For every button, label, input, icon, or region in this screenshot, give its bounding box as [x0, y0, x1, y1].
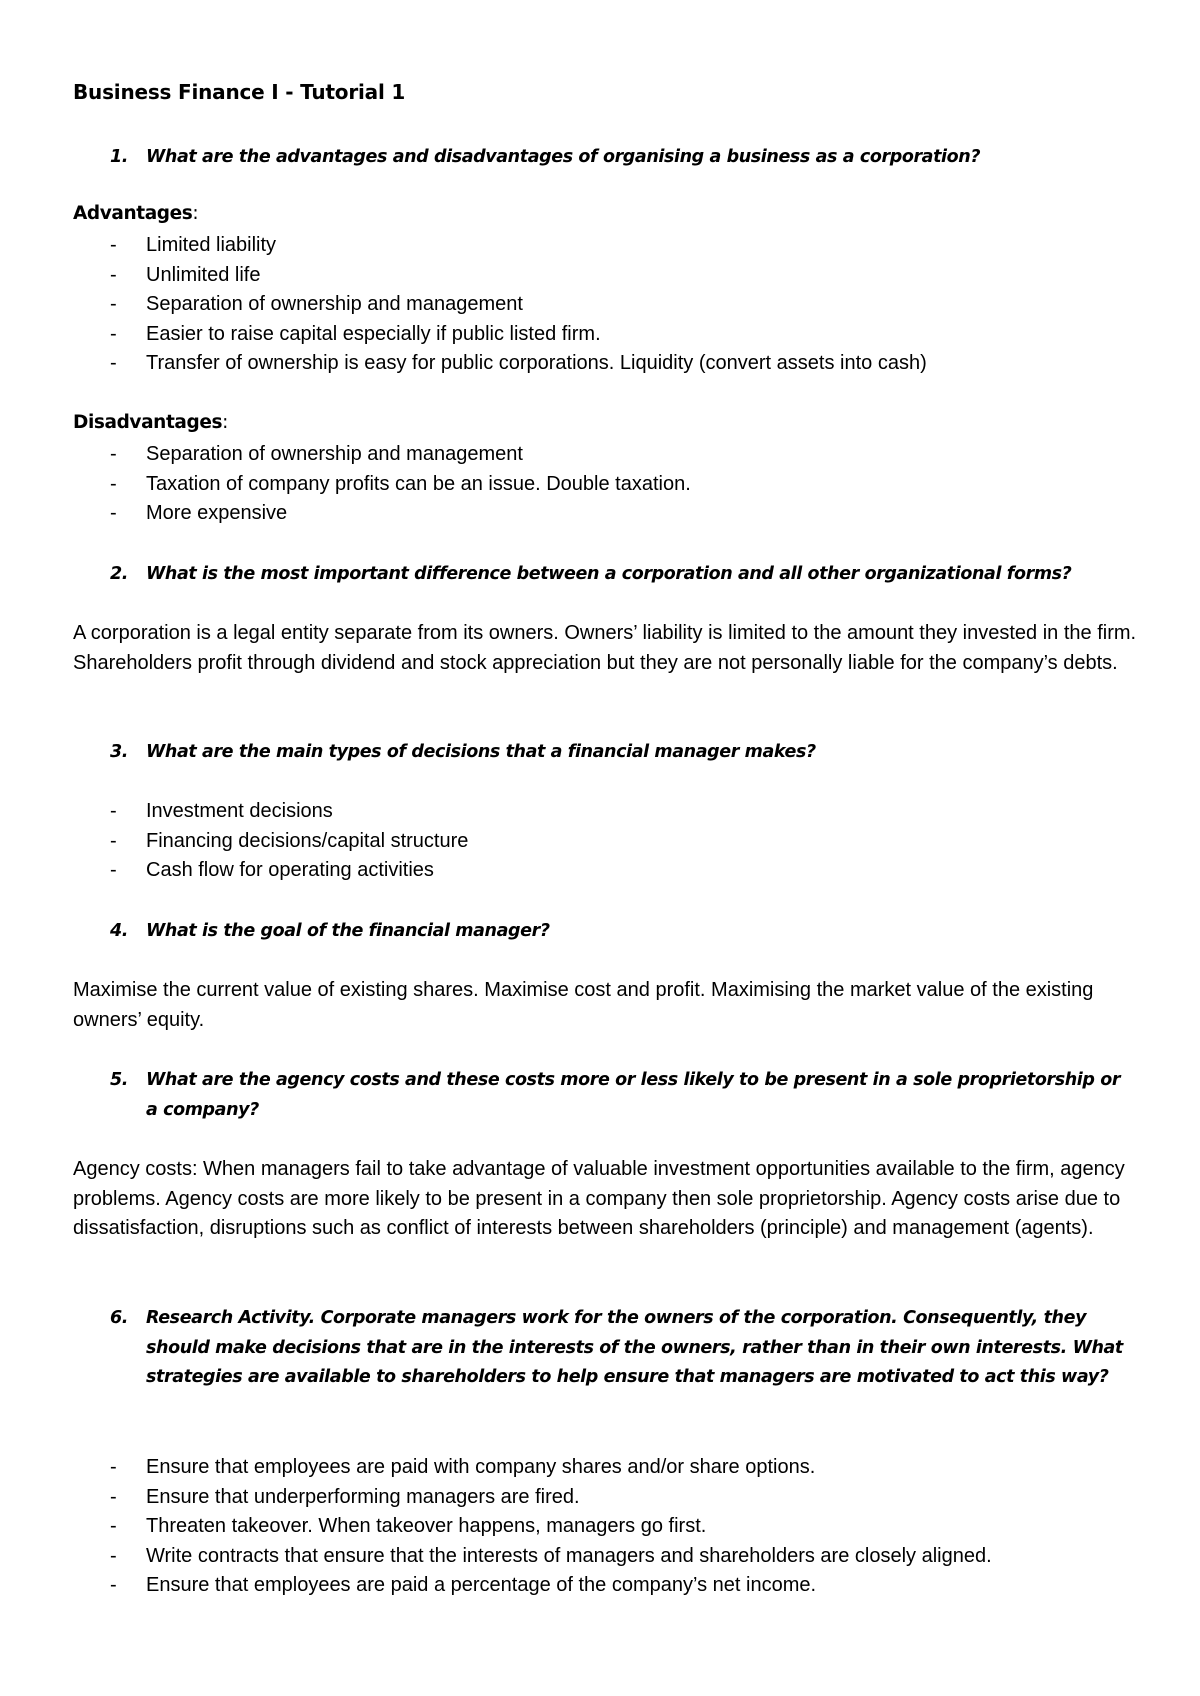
question-6 — [73, 1304, 1133, 1393]
list-item: - Ensure that employees are paid a percentage of the company’s net income. — [110, 1574, 817, 1597]
answer-list — [73, 1453, 1143, 1601]
disadvantages-label: Disadvantages — [73, 412, 223, 433]
advantages-heading: Advantages: — [73, 203, 199, 224]
list-item: - Transfer of ownership is easy for public corporations. Liquidity (convert assets into cash) — [110, 352, 927, 375]
question-5 — [73, 1066, 1133, 1125]
answer-paragraph: Maximise the current value of existing shares. Maximise cost and profit. Maximising the market value of the existing owners’ equity. — [73, 979, 1094, 1031]
disadvantages-heading: Disadvantages: — [73, 412, 228, 433]
list-item: - Easier to raise capital especially if public listed firm. — [110, 322, 601, 345]
list-item: - Taxation of company profits can be an issue. Double taxation. — [110, 472, 691, 495]
question-1 — [73, 143, 1133, 173]
list-item: - Investment decisions — [110, 800, 333, 822]
question-number: 1. — [110, 147, 129, 167]
question-number: 6. — [110, 1308, 129, 1328]
question-number: 2. — [110, 564, 129, 584]
advantages-list — [73, 231, 1143, 379]
question-text: What are the advantages and disadvantages of organising a business as a corporation? — [146, 147, 981, 167]
question-2 — [73, 560, 1133, 590]
question-text: What is the most important difference between a corporation and all other organizational forms? — [146, 564, 1072, 584]
question-3 — [73, 738, 1133, 768]
list-item: - Separation of ownership and management — [110, 443, 523, 465]
question-text: Research Activity. Corporate managers work for the owners of the corporation. Consequently, they should make decisions that are in the interests of the owners, rather than in their own interests. What strategies are available to shareholders to help ensure that managers are motivated to act this way? — [146, 1308, 1123, 1388]
list-item: - More expensive — [110, 502, 288, 525]
answer-paragraph: Agency costs: When managers fail to take advantage of valuable investment opportunities available to the firm, agency problems. Agency costs are more likely to be present in a company then sole proprietorship. Agency costs arise due to dissatisfaction, disruptions such as conflict of interests between shareholders (principle) and management (agents). — [73, 1158, 1125, 1240]
list-item: - Unlimited life — [110, 263, 261, 286]
question-text: What is the goal of the financial manager? — [146, 921, 550, 941]
document-title: Business Finance I - Tutorial 1 — [73, 80, 406, 104]
question-number: 4. — [110, 921, 129, 941]
question-number: 5. — [110, 1070, 129, 1090]
list-item: - Cash flow for operating activities — [110, 859, 434, 882]
list-item: - Separation of ownership and management — [110, 293, 523, 316]
list-item: - Financing decisions/capital structure — [110, 829, 469, 852]
question-number: 3. — [110, 742, 129, 762]
list-item: - Threaten takeover. When takeover happens, managers go first. — [110, 1515, 707, 1538]
list-item: - Ensure that employees are paid with company shares and/or share options. — [110, 1456, 816, 1478]
question-4 — [73, 917, 1133, 947]
list-item: - Ensure that underperforming managers are fired. — [110, 1485, 580, 1508]
disadvantages-list — [73, 440, 1143, 529]
list-item: - Write contracts that ensure that the interests of managers and shareholders are closely aligned. — [110, 1544, 992, 1567]
advantages-label: Advantages — [73, 203, 193, 224]
answer-list — [73, 797, 1143, 886]
list-item: - Limited liability — [110, 234, 277, 256]
question-text: What are the agency costs and these costs more or less likely to be present in a sole proprietorship or a company? — [146, 1070, 1121, 1120]
answer-paragraph: A corporation is a legal entity separate from its owners. Owners’ liability is limited to the amount they invested in the firm. Shareholders profit through dividend and stock appreciation but they are not personally liable for the company’s debts. — [73, 622, 1137, 674]
question-text: What are the main types of decisions that a financial manager makes? — [146, 742, 816, 762]
